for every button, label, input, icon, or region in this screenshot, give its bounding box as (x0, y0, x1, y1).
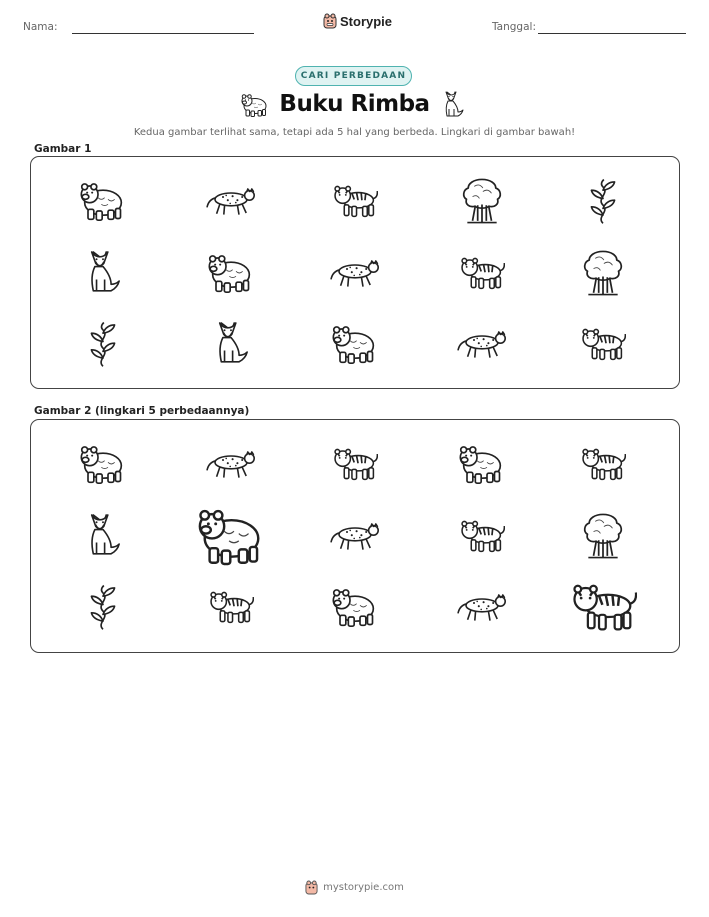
cheetah-icon (456, 591, 508, 623)
picture-cell (208, 587, 254, 627)
picture-cell (82, 511, 124, 561)
tiger-icon (332, 444, 378, 484)
tiger-icon (570, 578, 637, 636)
name-label: Nama: (23, 21, 58, 33)
bear-icon (206, 251, 256, 295)
picture-cell (330, 585, 380, 629)
brand-name: Storypie (340, 13, 393, 29)
tiger-icon (208, 587, 254, 627)
brand-logo (323, 13, 392, 29)
picture-cell (329, 257, 381, 289)
bear-icon (457, 442, 507, 486)
page-title: Buku Rimba (279, 91, 430, 117)
picture-cell (581, 511, 625, 561)
tiger-icon (580, 324, 626, 364)
picture-cell (580, 324, 626, 364)
picture-cell (329, 520, 381, 552)
footer-site: mystorypie.com (323, 882, 404, 893)
bear-icon (78, 442, 128, 486)
bear-icon (78, 179, 128, 223)
picture-cell (78, 179, 128, 223)
wolf-icon (82, 511, 124, 561)
picture-cell (195, 504, 268, 568)
picture-cell (459, 253, 505, 293)
cheetah-icon (329, 520, 381, 552)
picture-cell (86, 320, 120, 368)
picture-cell (210, 319, 252, 369)
picture-cell (580, 444, 626, 484)
picture-cell (586, 177, 620, 225)
picture-cell (456, 591, 508, 623)
activity-badge: CARI PERBEDAAN (295, 66, 412, 86)
picture-cell (459, 516, 505, 556)
instructions: Kedua gambar terlihat sama, tetapi ada 5 hal yang berbeda. Lingkari di gambar bawah! (133, 127, 576, 138)
tiger-icon (580, 444, 626, 484)
bear-icon (330, 585, 380, 629)
picture-cell (457, 442, 507, 486)
tree-icon (581, 511, 625, 561)
tree-icon (581, 248, 625, 298)
picture-cell (205, 185, 257, 217)
name-field[interactable] (72, 33, 254, 34)
storypie-mascot-icon (323, 13, 337, 29)
cheetah-icon (456, 328, 508, 360)
picture-2-panel[interactable] (30, 419, 680, 653)
tiger-icon (332, 181, 378, 221)
vine-icon (86, 583, 120, 631)
cheetah-icon (329, 257, 381, 289)
tiger-icon (459, 253, 505, 293)
picture-cell (78, 442, 128, 486)
picture-cell (570, 578, 637, 636)
tiger-icon (459, 516, 505, 556)
picture-cell (206, 251, 256, 295)
picture-cell (332, 181, 378, 221)
date-label: Tanggal: (492, 21, 536, 33)
picture-cell (205, 448, 257, 480)
tree-icon (460, 176, 504, 226)
bear-icon (330, 322, 380, 366)
picture-cell (456, 328, 508, 360)
picture-1-panel (30, 156, 680, 389)
picture-cell (581, 248, 625, 298)
cheetah-icon (205, 185, 257, 217)
wolf-icon (82, 248, 124, 298)
wolf-icon (210, 319, 252, 369)
storypie-mascot-icon (305, 880, 318, 895)
footer (0, 880, 709, 895)
picture-cell (332, 444, 378, 484)
picture-1-label: Gambar 1 (34, 143, 92, 155)
cheetah-icon (205, 448, 257, 480)
vine-icon (86, 320, 120, 368)
picture-2-label: Gambar 2 (lingkari 5 perbedaannya) (34, 405, 250, 417)
date-field[interactable] (538, 33, 686, 34)
picture-cell (460, 176, 504, 226)
bear-icon (195, 504, 268, 568)
picture-cell (86, 583, 120, 631)
picture-cell (330, 322, 380, 366)
wolf-icon (440, 90, 466, 120)
picture-cell (82, 248, 124, 298)
vine-icon (586, 177, 620, 225)
